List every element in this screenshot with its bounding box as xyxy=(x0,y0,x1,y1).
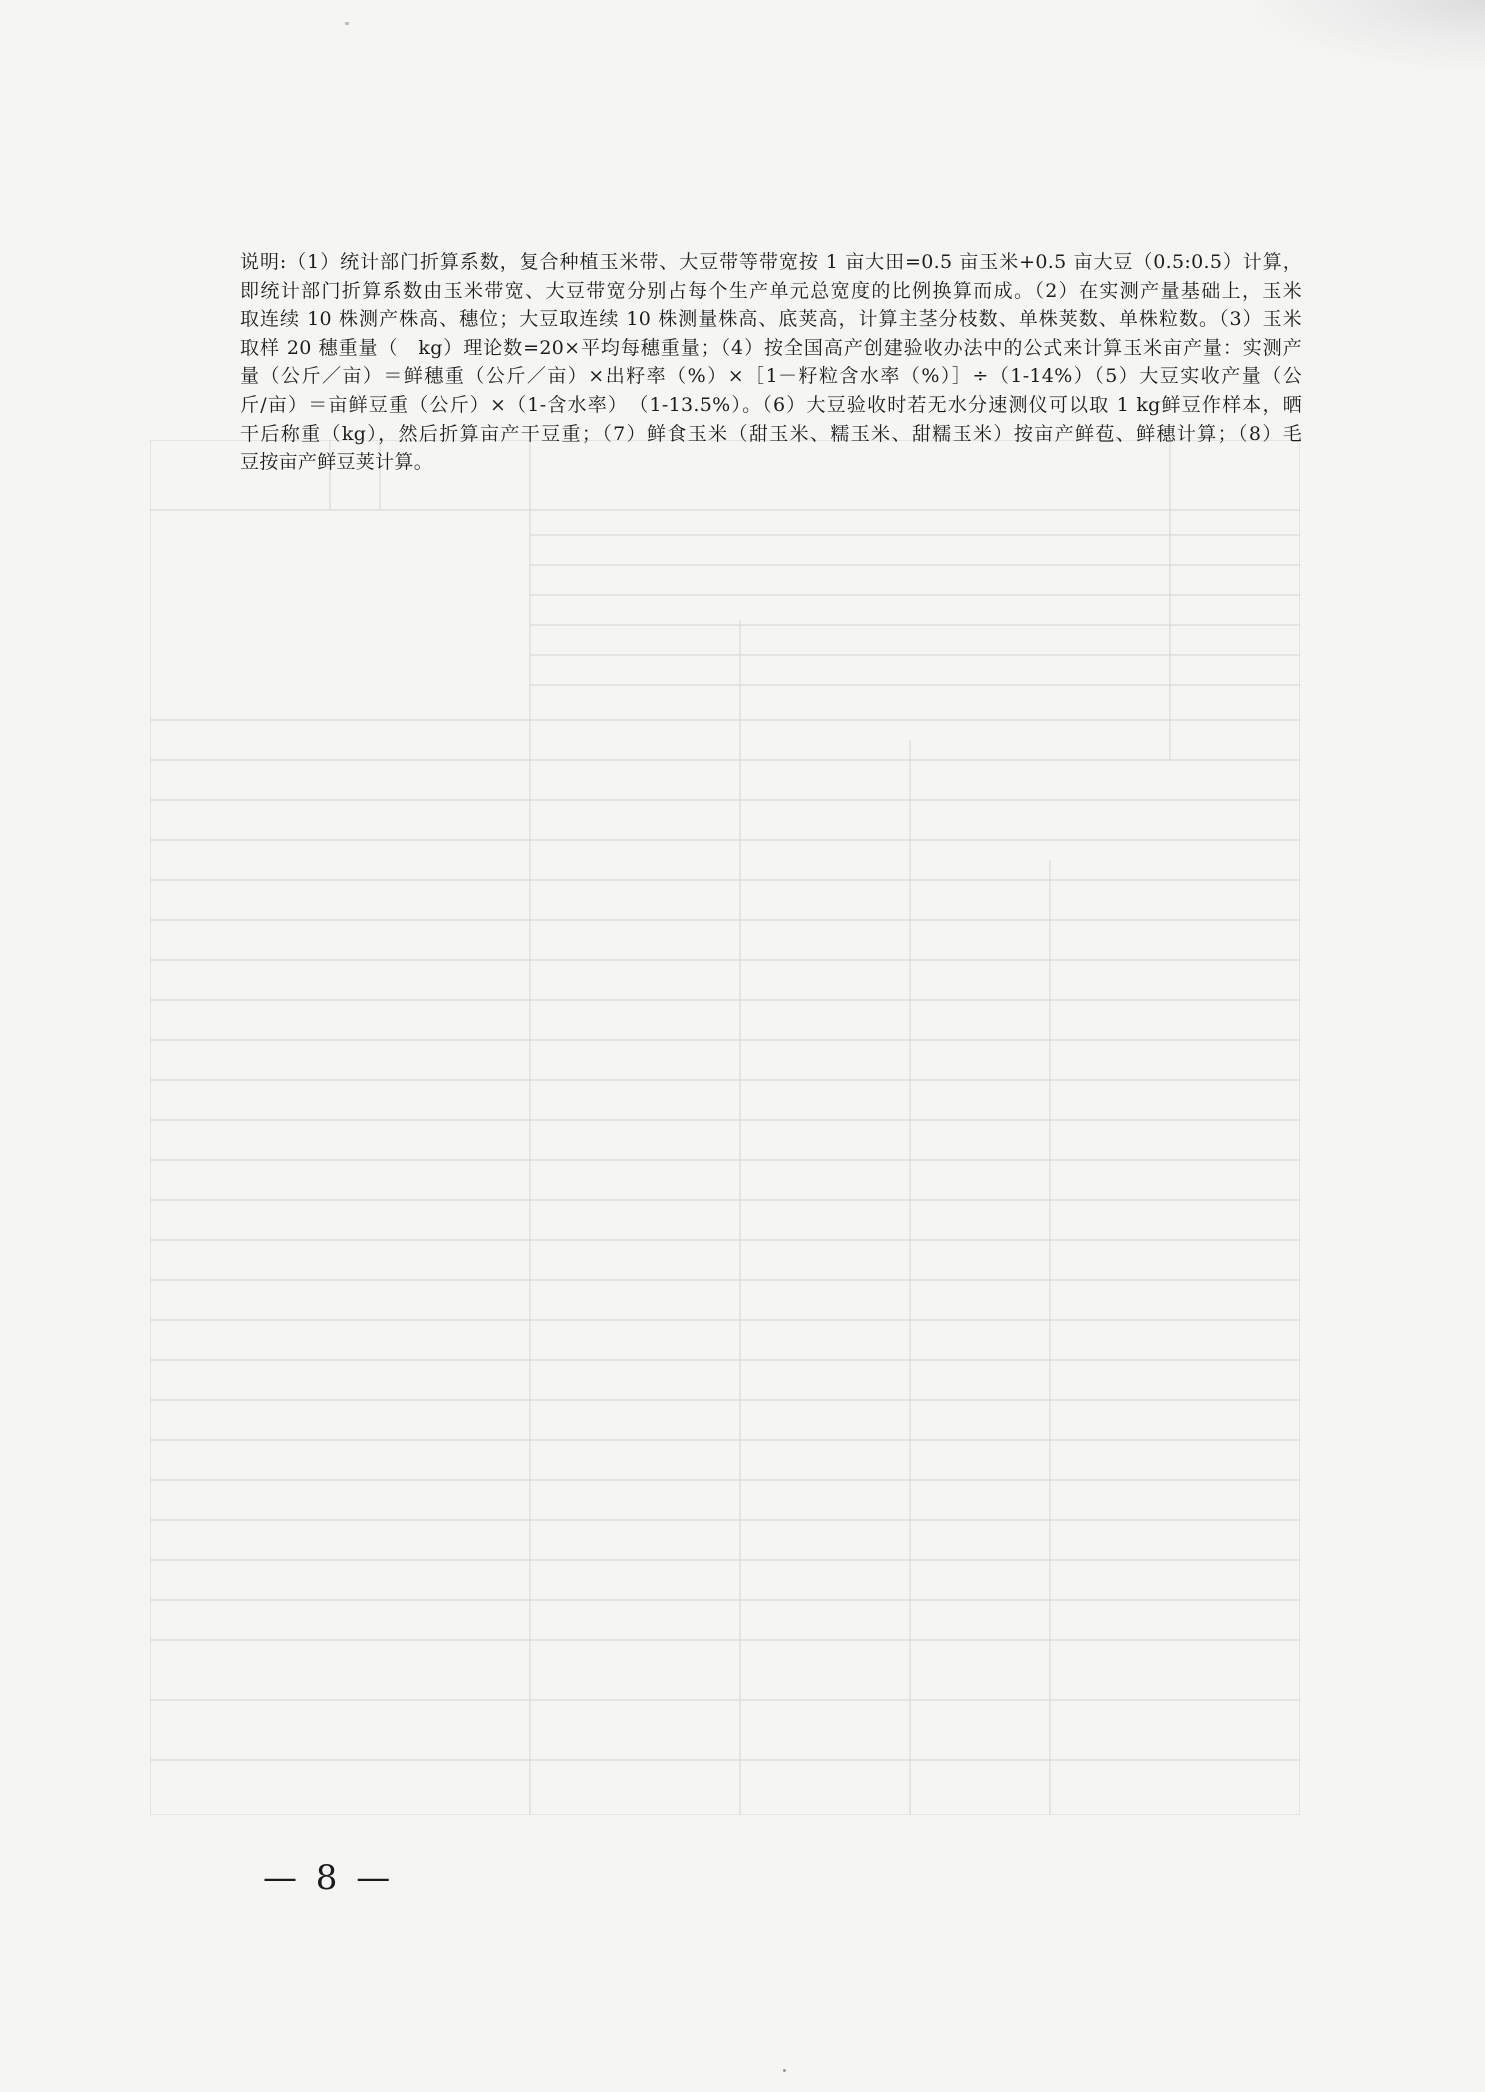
scan-speck xyxy=(345,22,349,25)
note-line: 豆按亩产鲜豆荚计算。 xyxy=(240,451,434,474)
note-line: 说明:（1）统计部门折算系数，复合种植玉米带、大豆带等带宽按 1 亩大田=0.5 亩玉米+0.5 亩大豆（0.5:0.5）计算， xyxy=(240,251,1302,273)
note-line: 干后称重（kg），然后折算亩产干豆重；（7）鲜食玉米（甜玉米、糯玉米、甜糯玉米）按亩产鲜苞、鲜穗计算；（8）毛 xyxy=(240,422,1302,445)
page-number: — 8 — xyxy=(263,1858,395,1898)
scan-speck xyxy=(783,2069,786,2072)
note-line: 量（公斤／亩）＝鲜穗重（公斤／亩）×出籽率（%）×［1－籽粒含水率（%）］÷（1-14%）（5）大豆实收产量（公 xyxy=(240,365,1302,388)
bleed-through-table xyxy=(150,440,1300,1815)
note-line: 取连续 10 株测产株高、穗位；大豆取连续 10 株测量株高、底荚高，计算主茎分枝数、单株荚数、单株粒数。（3）玉米 xyxy=(240,308,1302,331)
bleed-through-grid xyxy=(150,440,1300,1815)
scan-shadow xyxy=(1255,0,1485,70)
explanatory-note xyxy=(240,248,1302,477)
note-line: 即统计部门折算系数由玉米带宽、大豆带宽分别占每个生产单元总宽度的比例换算而成。（2）在实测产量基础上，玉米 xyxy=(240,279,1302,302)
note-line: 斤/亩）＝亩鲜豆重（公斤）×（1-含水率） （1-13.5%）。（6）大豆验收时若无水分速测仪可以取 1 kg鲜豆作样本，晒 xyxy=(240,393,1302,416)
note-line: 取样 20 穗重量（ kg）理论数=20×平均每穗重量；（4）按全国高产创建验收办法中的公式来计算玉米亩产量：实测产 xyxy=(240,336,1302,359)
